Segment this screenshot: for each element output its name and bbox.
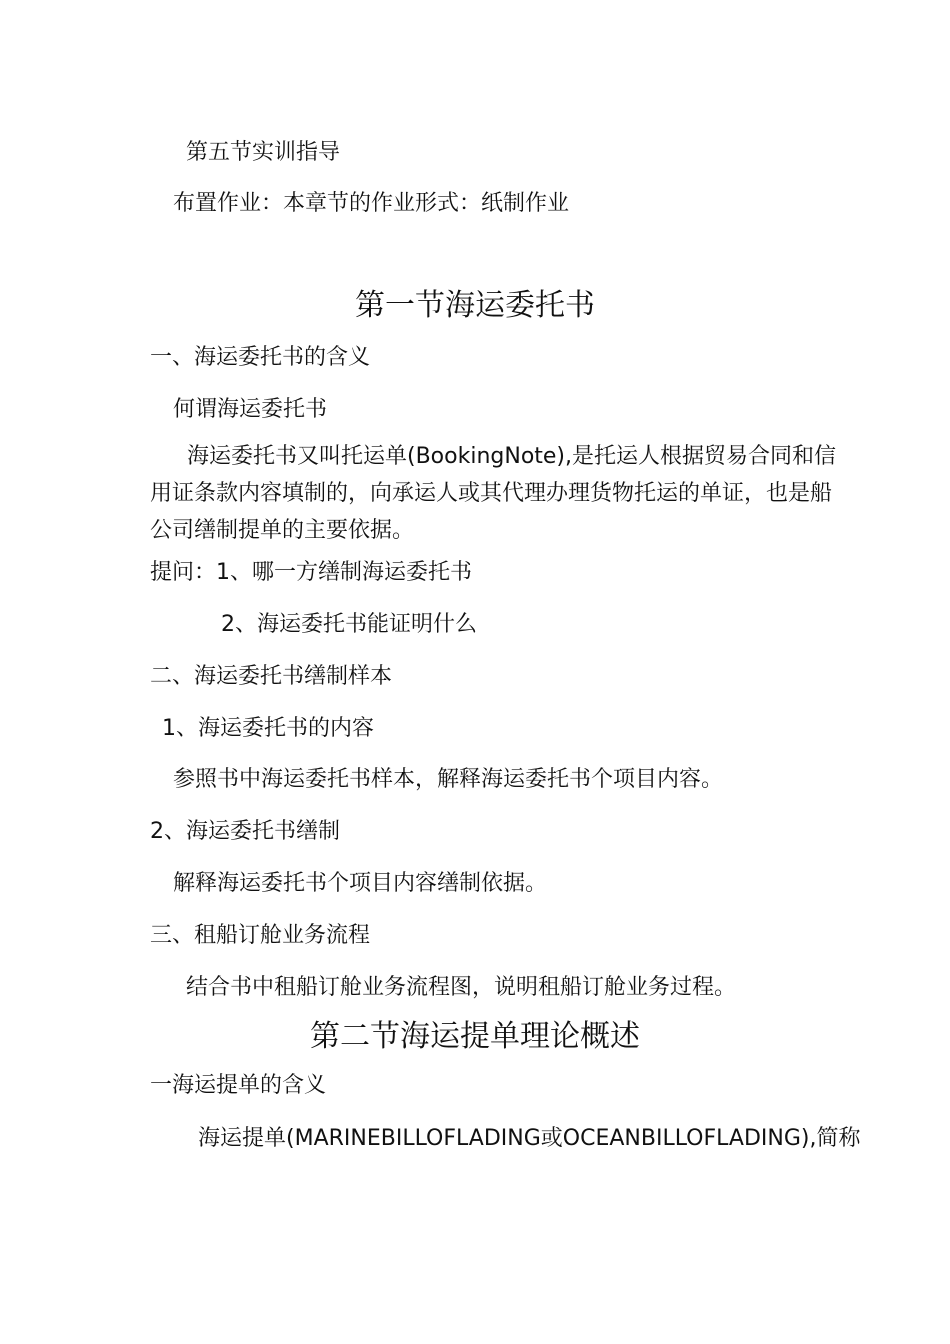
training-guide-item: 第五节实训指导 [186, 140, 341, 165]
section-2-title: 第二节海运提单理论概述 [310, 1019, 640, 1054]
section-1-question: 何谓海运委托书 [173, 397, 328, 422]
section-1-heading-sample: 二、海运委托书缮制样本 [150, 664, 393, 689]
section-1-content-text: 参照书中海运委托书样本，解释海运委托书个项目内容。 [173, 767, 724, 792]
section-1-subheading-drafting: 2、海运委托书缮制 [150, 819, 340, 844]
section-1-title: 第一节海运委托书 [355, 288, 595, 323]
section-2-definition-start: 海运提单(MARINEBILLOFLADING或OCEANBILLOFLADING),简称 [198, 1126, 861, 1151]
homework-note: 布置作业：本章节的作业形式：纸制作业 [173, 191, 570, 216]
section-1-drafting-text: 解释海运委托书个项目内容缮制依据。 [173, 871, 548, 896]
section-1-heading-meaning: 一、海运委托书的含义 [150, 345, 371, 370]
section-1-process-text: 结合书中租船订舱业务流程图，说明租船订舱业务过程。 [186, 975, 737, 1000]
section-2-heading-meaning: 一海运提单的含义 [150, 1073, 327, 1098]
section-1-prompt-1: 提问：1、哪一方缮制海运委托书 [150, 560, 472, 585]
section-1-heading-process: 三、租船订舱业务流程 [150, 923, 371, 948]
section-1-definition-paragraph: 海运委托书又叫托运单(BookingNote),是托运人根据贸易合同和信用证条款内容填制的，向承运人或其代理办理货物托运的单证，也是船公司缮制提单的主要依据。 [150, 444, 837, 543]
section-1-subheading-content: 1、海运委托书的内容 [162, 716, 374, 741]
section-1-prompt-2: 2、海运委托书能证明什么 [221, 612, 477, 637]
